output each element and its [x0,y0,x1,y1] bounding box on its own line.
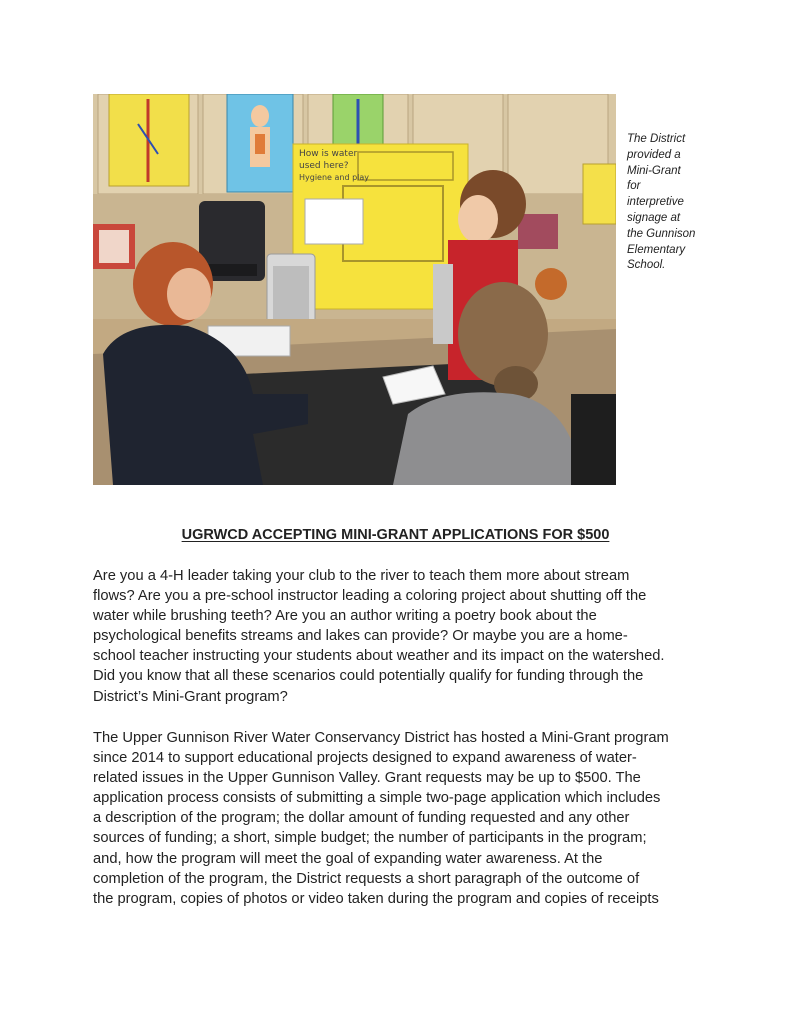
paragraph-line: related issues in the Upper Gunnison Valley. Grant requests may be up to $500. The [93,770,641,787]
paragraph-line: Are you a 4-H leader taking your club to the river to teach them more about stream [93,568,630,584]
paragraph-line: since 2014 to support educational projects designed to expand awareness of water- [93,750,637,767]
paragraph-line: water while brushing teeth? Are you an author writing a poetry book about the [93,608,597,625]
caption-line: Mini-Grant [627,164,681,177]
paragraph-line: completion of the program, the District requests a short paragraph of the outcome of [93,870,640,887]
paragraph-line: sources of funding; a short, simple budget; the number of participants in the program; [93,830,647,847]
caption-line: Elementary [627,243,686,256]
caption-line: signage at [627,211,681,224]
paragraph-line: the program, copies of photos or video taken during the program and copies of receipts [93,890,659,907]
paragraph-line: Did you know that all these scenarios could potentially qualify for funding through the [93,668,644,685]
article-heading: UGRWCD ACCEPTING MINI-GRANT APPLICATIONS FOR $500 [181,527,610,543]
paragraph-line: The Upper Gunnison River Water Conservancy District has hosted a Mini-Grant program [93,730,669,746]
classroom-photo [93,94,616,485]
caption-line: interpretive [627,196,684,209]
poster-handwriting-3: Hygiene and play [299,173,370,182]
poster-handwriting-1: How is water [299,149,358,159]
photo-caption [627,132,707,274]
paragraph-line: District’s Mini-Grant program? [93,688,288,705]
poster-handwriting-2: used here? [299,161,349,171]
paragraph-line: school teacher instructing your students about weather and its impact on the watershed. [93,648,665,665]
caption-line: School. [627,259,666,272]
paragraph-line: psychological benefits streams and lakes can provide? Or maybe you are a home- [93,628,628,645]
paragraph-line: and, how the program will meet the goal of expanding water awareness. At the [93,850,603,867]
paragraph-line: a description of the program; the dollar amount of funding requested and any other [93,810,630,827]
paragraph-intro [93,566,703,707]
paragraph-program-description [93,728,703,909]
caption-line: The District [627,133,686,145]
caption-line: the Gunnison [627,227,696,240]
paragraph-line: flows? Are you a pre-school instructor leading a coloring project about shutting off the [93,588,647,605]
paragraph-line: application process consists of submitting a simple two-page application which includes [93,790,661,807]
caption-line: for [627,180,641,193]
caption-line: provided a [627,148,681,161]
